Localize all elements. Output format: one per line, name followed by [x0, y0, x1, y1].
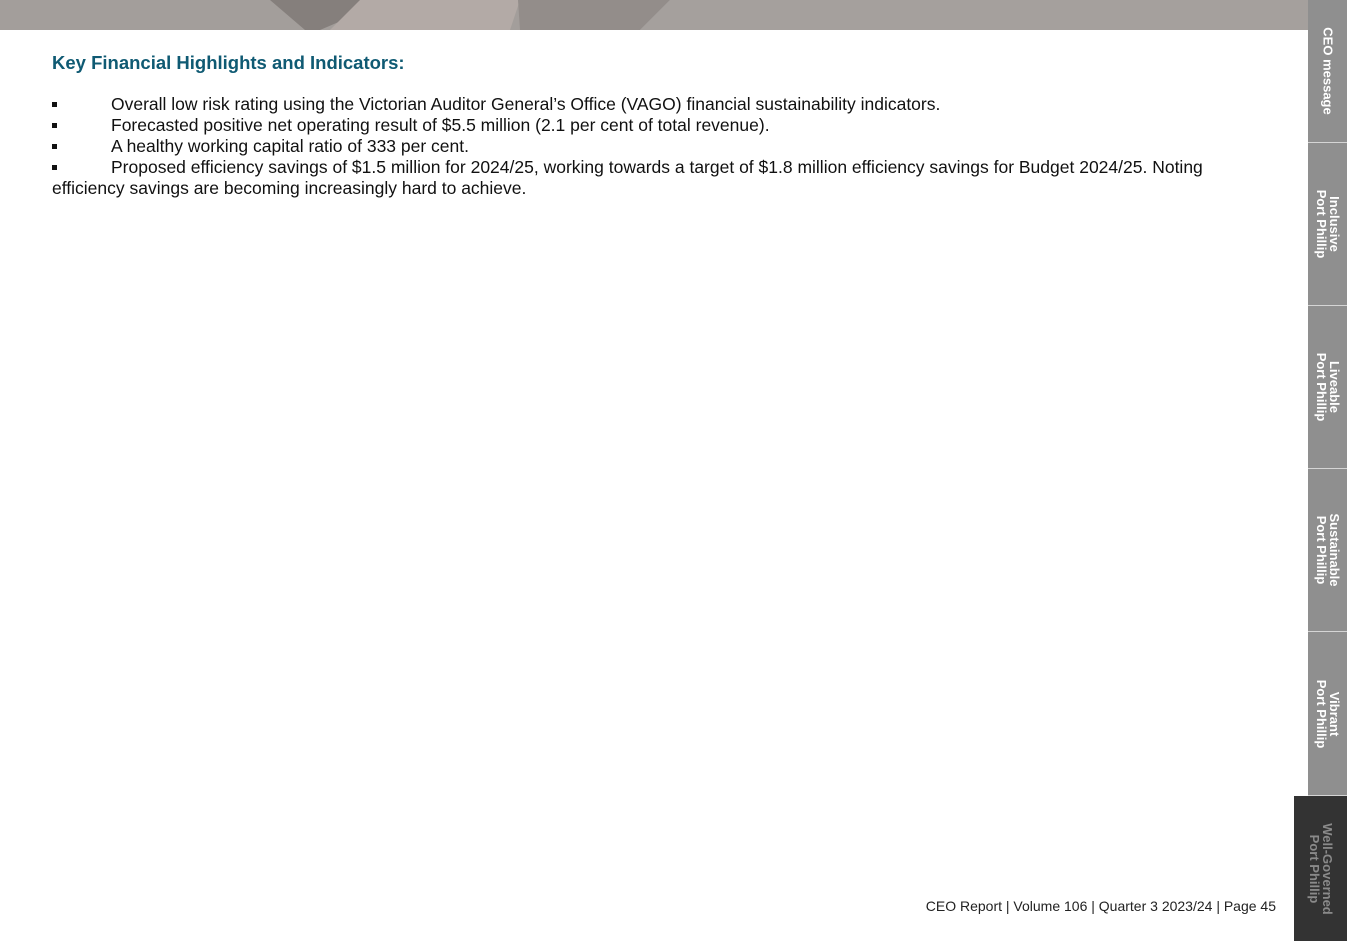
tab-label: Liveable Port Phillip: [1313, 352, 1342, 422]
tab-label: Sustainable Port Phillip: [1313, 513, 1342, 587]
side-tab-nav: [1308, 0, 1347, 941]
tab-label: CEO message: [1320, 27, 1335, 115]
list-item: [52, 136, 1257, 157]
tab-sustainable-port-phillip[interactable]: [1308, 469, 1347, 632]
page-footer: CEO Report | Volume 106 | Quarter 3 2023/24 | Page 45: [925, 898, 1276, 914]
tab-well-governed-port-phillip[interactable]: [1294, 796, 1347, 941]
tab-label: Inclusive Port Phillip: [1313, 189, 1342, 259]
list-item: [52, 157, 1257, 199]
bullet-text: Proposed efficiency savings of $1.5 million for 2024/25, working towards a target of $1.8 million efficiency savings for Budget 2024/25. Noting efficiency savings are becoming increasingly hard to achieve.: [52, 157, 1203, 198]
tab-ceo-message[interactable]: [1308, 0, 1347, 143]
header-pattern: [0, 0, 1310, 30]
tab-inclusive-port-phillip[interactable]: [1308, 143, 1347, 306]
highlights-list: [52, 94, 1257, 199]
bullet-text: Forecasted positive net operating result of $5.5 million (2.1 per cent of total revenue).: [111, 115, 770, 135]
list-item: [52, 94, 1257, 115]
bullet-square-icon: [52, 165, 57, 170]
list-item: [52, 115, 1257, 136]
tab-liveable-port-phillip[interactable]: [1308, 306, 1347, 469]
tab-vibrant-port-phillip[interactable]: [1308, 632, 1347, 796]
bullet-text: A healthy working capital ratio of 333 per cent.: [111, 136, 469, 156]
main-content: [52, 50, 1257, 199]
tab-label: Well-Governed Port Phillip: [1306, 822, 1335, 915]
bullet-text: Overall low risk rating using the Victorian Auditor General’s Office (VAGO) financial sustainability indicators.: [111, 94, 941, 114]
bullet-square-icon: [52, 123, 57, 128]
bullet-square-icon: [52, 102, 57, 107]
header-band: [0, 0, 1310, 30]
bullet-square-icon: [52, 144, 57, 149]
tab-label: Vibrant Port Phillip: [1313, 679, 1342, 748]
section-heading: Key Financial Highlights and Indicators:: [52, 52, 405, 73]
